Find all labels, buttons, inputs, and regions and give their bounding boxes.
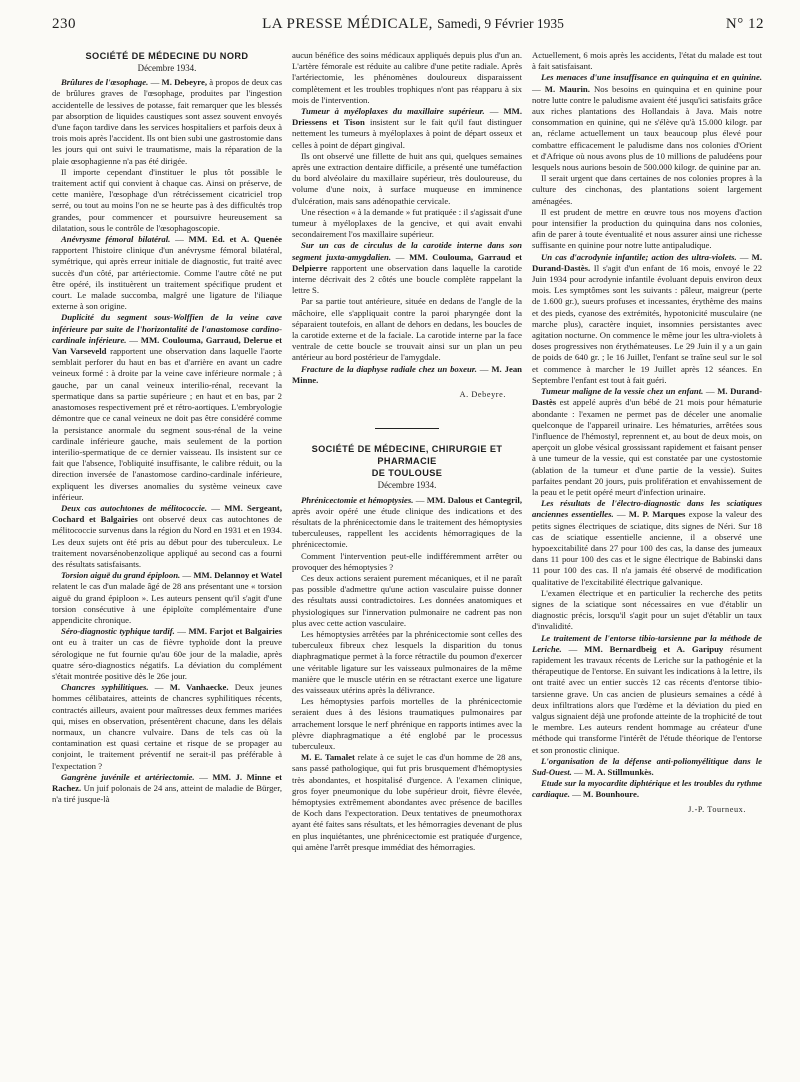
article-paragraph: Séro-diagnostic typhique tardif. — MM. Farjot et Balgairies ont eu à traiter un cas de fièvre typhoïde dont la preuve sérologique ne fut fournie qu'au 60e jour de la maladie, après quatre séro-diagnostics négatifs. La déviation du complément s'était montrée positive dès le 26e jour. (52, 626, 283, 681)
article-paragraph: L'examen électrique et en particulier la recherche des petits signes de la sciatique sont nécessaires en vue d'établir un diagnostic précis, lorsqu'il s'agit pour un sujet d'établir un taux d'invalidité. (532, 587, 762, 632)
article-title: Tumeur maligne de la vessie chez un enfant. (541, 386, 704, 397)
running-head (52, 16, 764, 38)
article-body: relate à ce sujet le cas d'un homme de 28 ans, sans passé pathologique, qui fut pris brusquement d'hémoptysies très abondantes, et hospitalisé d'urgence. A l'examen clinique, gros foyer pneumonique du lobe supérieur droit, fièvre élevée, hémoptysies extrêmement abondantes avec présence de bacilles de Koch dans l'expectoration. Deux tentatives de pneumothorax ayant été faites sans résultats, et les hémorragies devenant de plus en plus inquiétantes, une phrénicectomie est pratiquée d'urgence, qui amène l'arrêt presque immédiat des hémorragies. (292, 752, 523, 852)
article-body: insistent sur le fait qu'il faut distinguer nettement les tumeurs à myéloplaxes à point de départ osseux et celles à point de départ gingival. (292, 117, 522, 150)
article-body: résument rapidement les travaux récents de Leriche sur la pathogénie et la thérapeutique de l'entorse. En suivant les indications à la lettre, ils ont traité avec un entier succès 12 cas récents d'entorse tibio-tarsienne grave. Un cas ancien de plusieurs semaines a cédé à deux infiltrations alors que l'œdème et la déviation du pied en valgus signaient déjà une profonde atteinte de la trophicité de tout le membre. Les auteurs rendent hommage au créateur d'une méthode qui transforme l'intérêt de l'étude théorique de l'entorse et son pronostic clinique. (532, 643, 762, 755)
article-authors: MM. Driessens et Tison (292, 106, 523, 128)
article-paragraph: Ces deux actions seraient purement mécaniques, et il ne paraît pas possible d'admettre qu'une action vasculaire puisse donner des résultats aussi contradictoires. Les données anatomiques et physiologiques sur l'innervation pulmonaire ne cadrent pas non plus avec cette action vasculaire. (292, 572, 522, 628)
article-title: Etude sur la myocardite diphtérique et les troubles du rythme cardiaque. (532, 778, 762, 800)
article-paragraph: Une résection « à la demande » fut pratiquée : il s'agissait d'une tumeur à myéloplaxes de la gencive, et qui avait envahi secondairement l'os maxillaire supérieur. (292, 206, 522, 240)
article-authors: M. A. Stillmunkès. (584, 767, 654, 777)
article-title: Deux cas autochtones de mélitococcie. (61, 502, 208, 513)
article-paragraph: Le traitement de l'entorse tibio-tarsienne par la méthode de Leriche. — MM. Bernardbeig et A. Garipuy résument rapidement les travaux récents de Leriche sur la pathogénie et la thérapeutique de l'entorse. En suivant les indications à la lettre, ils ont traité avec un entier succès 12 cas récents d'entorse tibio-tarsienne grave. Un cas ancien de plusieurs semaines a cédé à deux infiltrations alors que l'œdème et la déviation du pied en valgus signaient déjà une profonde atteinte de la trophicité de tout le membre. Les auteurs rendent hommage au créateur d'une méthode qui transforme l'intérêt de l'étude théorique de l'entorse et son pronostic clinique. (532, 632, 762, 755)
article-paragraph: Anévrysme fémoral bilatéral. — MM. Ed. et A. Quenée rapportent l'histoire clinique d'un anévrysme fémoral bilatéral, symétrique, qui après erreur initiale de diagnostic, fut traité avec succès d'un côté, par artériectomie. Comme l'autre côté ne put être opéré, ils instituèrent un traitement spécifique prudent et court. Le malade succomba, malgré une ligature de l'iliaque externe à son origine. (52, 234, 283, 312)
article-title: Fracture de la diaphyse radiale chez un boxeur. (301, 363, 477, 374)
article-authors: MM. Delannoy et Watel (193, 570, 282, 581)
article-paragraph: L'organisation de la défense anti-poliomyélitique dans le Sud-Ouest. — M. A. Stillmunkès. (532, 755, 762, 777)
article-paragraph: Il serait urgent que dans certaines de nos colonies propres à la culture des cinchonas, des plantations soient largement aménagées. (532, 173, 762, 206)
article-paragraph: Comment l'intervention peut-elle indifféremment arrêter ou provoquer des hémoptysies ? (292, 550, 522, 572)
column-3 (532, 50, 762, 853)
article-title: Sur un cas de circulus de la carotide interne dans son segment juxta-amygdalien. (292, 240, 522, 262)
article-authors: M. Durand-Dastès (532, 386, 763, 408)
article-title: Gangrène juvénile et artériectomie. (61, 771, 195, 782)
continuation-text: aucun bénéfice des soins médicaux appliqués depuis plus d'un an. L'artère fémorale est réduite au calibre d'une petite radiale. Après l'artériectomie, les phénomènes douloureux disparaissent complètement et les troubles trophiques n'ont pas réapparu à six mois de l'intervention. (292, 50, 522, 105)
article-columns (52, 50, 764, 853)
article-authors: M. Durand-Dastès. (532, 251, 762, 273)
article-body: Un juif polonais de 24 ans, atteint de maladie de Bürger, n'a tiré jusque-là (52, 783, 282, 805)
article-paragraph: Il est prudent de mettre en œuvre tous nos moyens d'action pour intensifier la production du quinquina dans nos colonies, afin de parer à toute éventualité et nous assurer ainsi une richesse suffisante en quinine pour notre lutte antipaludique. (532, 206, 762, 251)
journal-title: LA PRESSE MÉDICALE (262, 16, 429, 32)
items-col3 (532, 72, 762, 800)
article-paragraph (292, 752, 522, 853)
society-heading-line: SOCIÉTÉ DE MÉDECINE, CHIRURGIE ET PHARMACIE (311, 444, 503, 467)
article-authors: MM. Coulouma, Garraud, Delerue et Van Varseveld (52, 334, 283, 357)
signature: J.-P. Tourneux. (688, 804, 746, 814)
article-paragraph: Duplicité du segment sous-Wolffien de la veine cave inférieure par suite de l'horizontalité de l'anastomose cardino-cardinale inférieure. — MM. Coulouma, Garraud, Delerue et Van Varseveld rapportent une observation dans laquelle l'aorte semblait perforer du haut en bas et d'arrière en avant un cadre veineux formé : à droite par la veine cave inférieure normale ; à gauche, par un canal veineux interilio-rénal, recevant la spermatique dans sa partie supérieure ; en haut et en bas, par 2 anastomoses respectivement pré et rétro-aortiques. L'embryologie démontre que ce canal veineux ne doit pas être considéré comme la persistance anormale du segment sous-rénal de la veine cardinale inférieure gauche, mais seulement de la portion interilio-spermatique de ce dernier vaisseau. Ils insistent sur ce fait que l'absence, l'obliquité insuffisante, le calibre réduit, ou la direction inversée de l'anastomose cardino-cardinale inférieure, expliquent les diverses anomalies du système veineux cave inférieur. (52, 312, 283, 502)
article-paragraph: Torsion aiguë du grand épiploon. — MM. Delannoy et Watel relatent le cas d'un malade âgé de 28 ans présentant une « torsion aiguë du grand épiploon ». Les auteurs pensent qu'il s'agit d'une torsion consécutive à une épiploïte complémentaire d'une appendicite chronique. (52, 570, 282, 625)
article-authors: M. Bounhoure. (582, 789, 640, 800)
article-body: à propos de deux cas de brûlures graves de l'œsophage, produites par l'ingestion accidentelle de lessives de potasse, fait remarquer que les blessés par absorption de liquides caustiques sont assez souvent envoyés d'une façon tardive dans les services hospitaliers et parfois deux à trois mois après l'accident. Ils ont bien subi une gastrostomie dans les jours qui ont suivi le traumatisme, mais la réparation de la plaie œsophagienne n'a pas été dirigée. (52, 77, 282, 166)
article-paragraph: Tumeur à myéloplaxes du maxillaire supérieur. — MM. Driessens et Tison insistent sur le fait qu'il faut distinguer nettement les tumeurs à myéloplaxes à point de départ osseux et celles à point de départ gingival. (292, 106, 523, 150)
article-paragraph: Sur un cas de circulus de la carotide interne dans son segment juxta-amygdalien. — MM. Coulouma, Garraud et Delpierre rapportent une observation dans laquelle la carotide interne décrivait des 2 côtés une boucle complète rappelant la lettre S. (292, 240, 523, 296)
article-body: expose la valeur des petits signes électriques de sciatique, dits signes de Néri. Sur 18 cas de sciatique essentielle ancienne, il a observé une hypoexcitabilité dans 27 pour 100 des cas, la danse des jumeaux dans 11 pour 100 des cas et le signe électrique de Babinski dans 11 pour 100 des cas. Il n'a jamais été observé de modification qualitative de l'excitabilité électrique galvanique. (532, 509, 762, 587)
article-body: Nos besoins en quinquina et en quinine pour notre lutte contre le paludisme avaient été jusqu'ici satisfaits grâce aux riches plantations des Hollandais à Java. Mais notre consommation en quinine, qui ne s'élève qu'à 15.000 kilogr. par an, réclame actuellement un taux beaucoup plus élevé pour combattre efficacement le paludisme dans nos colonies d'Orient et d'Afrique où nous avons plus de 10 millions de paludéens pour lesquels nous aurions besoin de 500.000 kilogr. de quinine par an. (532, 83, 763, 173)
items-col2 (292, 106, 522, 386)
article-authors: M. Jean Minne. (292, 363, 522, 385)
article-title: L'organisation de la défense anti-poliomyélitique dans le Sud-Ouest. (532, 755, 762, 777)
article-paragraph: Les résultats de l'électro-diagnostic dans les sciatiques anciennes essentielles. — M. P. Marques expose la valeur des petits signes électriques de sciatique, dits signes de Néri. Sur 18 cas de sciatique essentielle ancienne, il a observé une hypoexcitabilité dans 27 pour 100 des cas, la danse des jumeaux dans 11 pour 100 des cas et le signe électrique de Babinski dans 11 pour 100 des cas. Il n'a jamais été observé de modification qualitative de l'excitabilité électrique galvanique. (532, 498, 762, 587)
article-paragraph: Les menaces d'une insuffisance en quinquina et en quinine. — M. Maurin. Nos besoins en quinquina et en quinine pour notre lutte contre le paludisme avaient été jusqu'ici satisfaits grâce aux riches plantations des Hollandais à Java. Mais notre consommation en quinine, qui ne s'élève qu'à 15.000 kilogr. par an, réclame actuellement un taux beaucoup plus élevé pour combattre efficacement le paludisme dans nos colonies d'Orient et d'Afrique où nous avons plus de 10 millions de paludéens pour lesquels nous aurions besoin de 500.000 kilogr. de quinine par an. (532, 72, 763, 173)
article-body: relatent le cas d'un malade âgé de 28 ans présentant une « torsion aiguë du grand épiploon ». Les auteurs pensent qu'il s'agit d'une torsion consécutive à une épiploïte complémentaire d'une appendicite chronique. (52, 581, 282, 625)
article-title: Le traitement de l'entorse tibio-tarsienne par la méthode de Leriche. (532, 632, 762, 654)
article-body: Deux jeunes hommes célibataires, atteints de chancres syphilitiques récents, contractés ailleurs, avaient pour maîtresses deux femmes mariées qui, mises en observation, présentèrent chacune, dans les délais normaux, un chancre vulvaire. Dans de tels cas où la contamination est quasi certaine et risque de se propager au conjoint, le traitement préventif ne serait-il pas préférable à l'expectation ? (52, 682, 283, 771)
article-authors: MM. Bernardbeig et A. Garipuy (584, 643, 724, 654)
article-authors: M. Debeyre, (161, 77, 208, 88)
article-paragraph: Par sa partie tout antérieure, située en dedans de l'angle de la mâchoire, elle s'appliquait contre la paroi pharyngée dont la séparaient toutefois, en allant de dehors en dedans, les boucles de la carotide externe et de la faciale. La carotide interne par la face ventrale de cette boucle se trouvait ainsi sur un plan un peu antérieur au bord postérieur de l'amygdale. (292, 296, 522, 363)
column-1 (52, 50, 282, 853)
article-paragraph: Les hémoptysies arrêtées par la phrénicectomie sont celles des tuberculeux fibreux chez lesquels la disparition du tonus diaphragmatique permet à la force rétractile du poumon d'exercer une véritable ligature sur les vaisseaux pulmonaires de la même manière que le muscle utérin en se rétractant exerce une ligature des vaisseaux utérins après la délivrance. (292, 628, 522, 695)
article-paragraph: Tumeur maligne de la vessie chez un enfant. — M. Durand-Dastès est appelé auprès d'un bébé de 21 mois pour hématurie abondante : l'examen ne permet pas de déceler une anomalie quelconque de l'appareil urinaire. Les hématuries, arrêtées sous l'influence de l'hémostyl, reprennent et, au bout de deux mois, on aperçoit un globe vésical grossissant rapidement et faisant penser à une tumeur de la vessie, qui est constatée par une cystostomie (ablation de la tumeur et d'une partie de la vessie). Suites parfaites pendant 20 jours, puis prolifération et envahissement de la peau et le petit opéré meurt d'infection urinaire. (532, 386, 763, 497)
article-title: Séro-diagnostic typhique tardif. (61, 626, 175, 637)
article-authors: M. Maurin. (544, 83, 590, 94)
society-heading-toulouse (292, 443, 522, 479)
journal-header: LA PRESSE MÉDICALE, Samedi, 9 Février 1935 (262, 16, 564, 32)
article-title: Brûlures de l'œsophage. (61, 77, 149, 88)
article-paragraph: Brûlures de l'œsophage. — M. Debeyre, à propos de deux cas de brûlures graves de l'œsophage, produites par l'ingestion accidentelle de lessives de potasse, fait remarquer que les blessés par absorption de liquides caustiques sont assez souvent envoyés d'une façon tardive dans les services hospitaliers et parfois deux à trois mois après l'accident. Ils ont bien subi une gastrostomie dans les jours qui ont suivi le traumatisme, mais la réparation de la plaie œsophagienne n'a pas été dirigée. (52, 77, 282, 166)
article-authors: M. Vanhaecke. (169, 682, 229, 693)
article-title: Tumeur à myéloplaxes du maxillaire supérieur. (301, 106, 485, 117)
article-paragraph: Etude sur la myocardite diphtérique et les troubles du rythme cardiaque. — M. Bounhoure. (532, 778, 762, 800)
society-heading-line: DE TOULOUSE (371, 468, 443, 479)
article-body: rapportent une observation dans laquelle l'aorte semblait perforer du haut en bas et d'arrière en avant un cadre veineux formé : à droite par la veine cave inférieure normale ; à gauche, par un canal veineux interilio-rénal, recevant la spermatique dans sa partie supérieure ; en haut et en bas, par 2 anastomoses respectivement pré et rétro-aortiques. L'embryologie démontre que ce canal veineux ne doit pas être considéré comme la persistance anormale du segment sous-rénal de la veine cardinale inférieure gauche, mais seulement de la portion interilio-spermatique de ce dernier vaisseau. Ils insistent sur ce fait que l'absence, l'obliquité insuffisante, le calibre réduit, ou la direction inversée de l'anastomose cardino-cardinale inférieure, expliquent les diverses anomalies du système veineux cave inférieur. (52, 346, 282, 502)
article-body: ont eu à traiter un cas de fièvre typhoïde dont la preuve sérologique ne fut fournie qu'au 60e jour de la maladie, après quatre séro-diagnostics négatifs. La déviation du complément s'était montrée positive dès le 26e jour. (52, 637, 282, 681)
article-body: après avoir opéré une étude clinique des indications et des résultats de la phrénicectomie dans le traitement des hémoptysies tuberculeuses, rappellent les accidents hémorragiques de la phrénicectomie. (292, 505, 522, 550)
society-heading-nord: SOCIÉTÉ DE MÉDECINE DU NORD (85, 51, 249, 61)
article-title: Chancres syphilitiques. (61, 682, 149, 693)
items-toulouse (292, 495, 522, 854)
continuation-text: Actuellement, 6 mois après les accidents, l'état du malade est tout à fait satisfaisant. (532, 50, 762, 72)
article-authors: MM. Sergeant, Cochard et Balgairies (52, 502, 282, 525)
article-title: Duplicité du segment sous-Wolffien de la veine cave inférieure par suite de l'horizontalité de l'anastomose cardino-cardinale inférieure. (52, 312, 282, 345)
article-authors: M. P. Marques (628, 509, 686, 520)
article-title: Les menaces d'une insuffisance en quinquina et en quinine. (541, 72, 762, 83)
article-paragraph: Phrénicectomie et hémoptysies. — MM. Dalous et Cantegril, après avoir opéré une étude clinique des indications et des résultats de la phrénicectomie dans le traitement des hémoptysies tuberculeuses, rappellent les accidents hémorragiques de la phrénicectomie. (292, 494, 523, 550)
society-date: Décembre 1934. (377, 480, 437, 491)
column-2 (292, 50, 522, 853)
article-authors: MM. Farjot et Balgairies (188, 626, 283, 637)
article-body: rapportent l'histoire clinique d'un anévrysme fémoral bilatéral, symétrique, qui après erreur initiale de diagnostic, fut traité avec succès d'un côté, par artériectomie. Comme l'autre côté ne put être opéré, ils instituèrent un traitement spécifique prudent et court. Le malade succomba, malgré une ligature de l'iliaque externe à son origine. (52, 245, 282, 312)
article-body: ont observé deux cas autochtones de mélitococcie survenus dans la région du Nord en 1931 et en 1934. Les deux sujets ont été pris au début pour des tuberculeux. Le traitement novarsénobenzolique appliqué au second cas a fourni des résultats satisfaisants. (52, 514, 282, 569)
article-paragraph: Chancres syphilitiques. — M. Vanhaecke. Deux jeunes hommes célibataires, atteints de chancres syphilitiques récents, contractés ailleurs, avaient pour maîtresses deux femmes mariées qui, mises en observation, présentèrent chacune, dans les délais normaux, un chancre vulvaire. Dans de tels cas où la contamination est quasi certaine et risque de se propager au conjoint, le traitement préventif ne serait-il pas préférable à l'expectation ? (52, 682, 283, 771)
society-date: Décembre 1934. (137, 63, 197, 73)
article-paragraph: Deux cas autochtones de mélitococcie. — MM. Sergeant, Cochard et Balgairies ont observé deux cas autochtones de mélitococcie survenus dans la région du Nord en 1931 et en 1934. Les deux sujets ont été pris au début pour des tuberculeux. Le traitement novarsénobenzolique appliqué au second cas a fourni des résultats satisfaisants. (52, 502, 282, 569)
article-authors: MM. Ed. et A. Quenée (188, 234, 283, 245)
issue-date: Samedi, 9 Février 1935 (437, 16, 564, 31)
issue-number: N° 12 (725, 16, 764, 32)
article-paragraph: Fracture de la diaphyse radiale chez un boxeur. — M. Jean Minne. (292, 363, 522, 385)
signature: A. Debeyre. (459, 390, 506, 400)
article-title: Phrénicectomie et hémoptysies. (301, 494, 414, 505)
article-paragraph: Un cas d'acrodynie infantile; action des ultra-violets. — M. Durand-Dastès. Il s'agit d'un enfant de 16 mois, envoyé le 22 Juin 1934 pour acrodynie infantile évoluant depuis environ deux mois. Les symptômes sont les suivants : pâleur, maigreur (perte de 1.600 gr.), sueurs profuses et incessantes, érythème des mains et des pieds, cyanose des extrémités, hypotonicité musculaire (ne marche plus), caractère inquiet, insomnies persistantes avec agitation nocturne. On commence le même jour les ultra-violets à doses progressives non érythémateuses. Le 29 Juin il y a un gain de poids de 640 gr. ; le 16 Juillet, l'enfant se traîne seul sur le sol et commence à marcher le 19 Juillet après 12 séances. En Septembre l'enfant est tout à fait guéri. (532, 251, 762, 385)
article-paragraph: Gangrène juvénile et artériectomie. — MM. J. Minne et Rachez. Un juif polonais de 24 ans, atteint de maladie de Bürger, n'a tiré jusque-là (52, 771, 283, 805)
article-title: Torsion aiguë du grand épiploon. (61, 570, 181, 581)
article-body: rapportent une observation dans laquelle la carotide interne décrivait des 2 côtés une boucle complète rappelant la lettre S. (292, 262, 522, 296)
article-body: Il s'agit d'un enfant de 16 mois, envoyé le 22 Juin 1934 pour acrodynie infantile évoluant depuis environ deux mois. Les symptômes sont les suivants : pâleur, maigreur (perte de 1.600 gr.), sueurs profuses et incessantes, érythème des mains et des pieds, cyanose des extrémités, hypotonicité musculaire (ne marche plus), caractère inquiet, insomnies persistantes avec agitation nocturne. On commence le même jour les ultra-violets à doses progressives non érythémateuses. Le 29 Juin il y a un gain de poids de 640 gr. ; le 16 Juillet, l'enfant se traîne seul sur le sol et commence à marcher le 19 Juillet après 12 séances. En Septembre l'enfant est tout à fait guéri. (532, 262, 762, 385)
article-title: Un cas d'acrodynie infantile; action des ultra-violets. (541, 251, 737, 262)
article-paragraph: Ils ont observé une fillette de huit ans qui, quelques semaines après une extraction dentaire difficile, a présenté une tuméfaction du bord alvéolaire du maxillaire supérieur, très douloureuse, du volume d'une noix, à surface muqueuse en imminence d'ulcération, mais sans adénopathie cervicale. (292, 150, 522, 206)
items-nord (52, 77, 282, 805)
article-body: est appelé auprès d'un bébé de 21 mois pour hématurie abondante : l'examen ne permet pas de déceler une anomalie quelconque de l'appareil urinaire. Les hématuries, arrêtées sous l'influence de l'hémostyl, reprennent et, au bout de deux mois, on aperçoit un globe vésical grossissant rapidement et faisant penser à une tumeur de la vessie, qui est constatée par une cystostomie (ablation de la tumeur et d'une partie de la vessie). Suites parfaites pendant 20 jours, puis prolifération et envahissement de la peau et le petit opéré meurt d'infection urinaire. (532, 397, 762, 497)
article-paragraph: Il importe cependant d'instituer le plus tôt possible le traitement actif qui convient à chaque cas. Ainsi on préserve, de cette manière, l'œsophage d'un rétrécissement cicatriciel trop serré, ou tout au moins l'on ne se heurte pas à des difficultés trop grandes, pour commencer et poursuivre heureusement sa dilatation, sous le contrôle de l'œsophagoscopie. (52, 166, 282, 233)
article-title: Anévrysme fémoral bilatéral. (61, 234, 171, 245)
article-authors: MM. Dalous et Cantegril, (426, 494, 523, 505)
article-title: Les résultats de l'électro-diagnostic dans les sciatiques anciennes essentielles. (532, 498, 762, 520)
article-authors: MM. Coulouma, Garraud et Delpierre (292, 251, 523, 273)
page-number: 230 (52, 16, 76, 32)
article-authors: MM. J. Minne et Rachez. (52, 771, 283, 793)
article-authors: M. E. Tamalet (301, 752, 355, 763)
article-paragraph: Les hémoptysies parfois mortelles de la phrénicectomie seraient dues à des lésions traumatiques pulmonaires par arrachement lorsque le nerf phrénique en rapports intimes avec la plèvre diaphragmatique a été englobé par le processus tuberculeux. (292, 696, 522, 751)
